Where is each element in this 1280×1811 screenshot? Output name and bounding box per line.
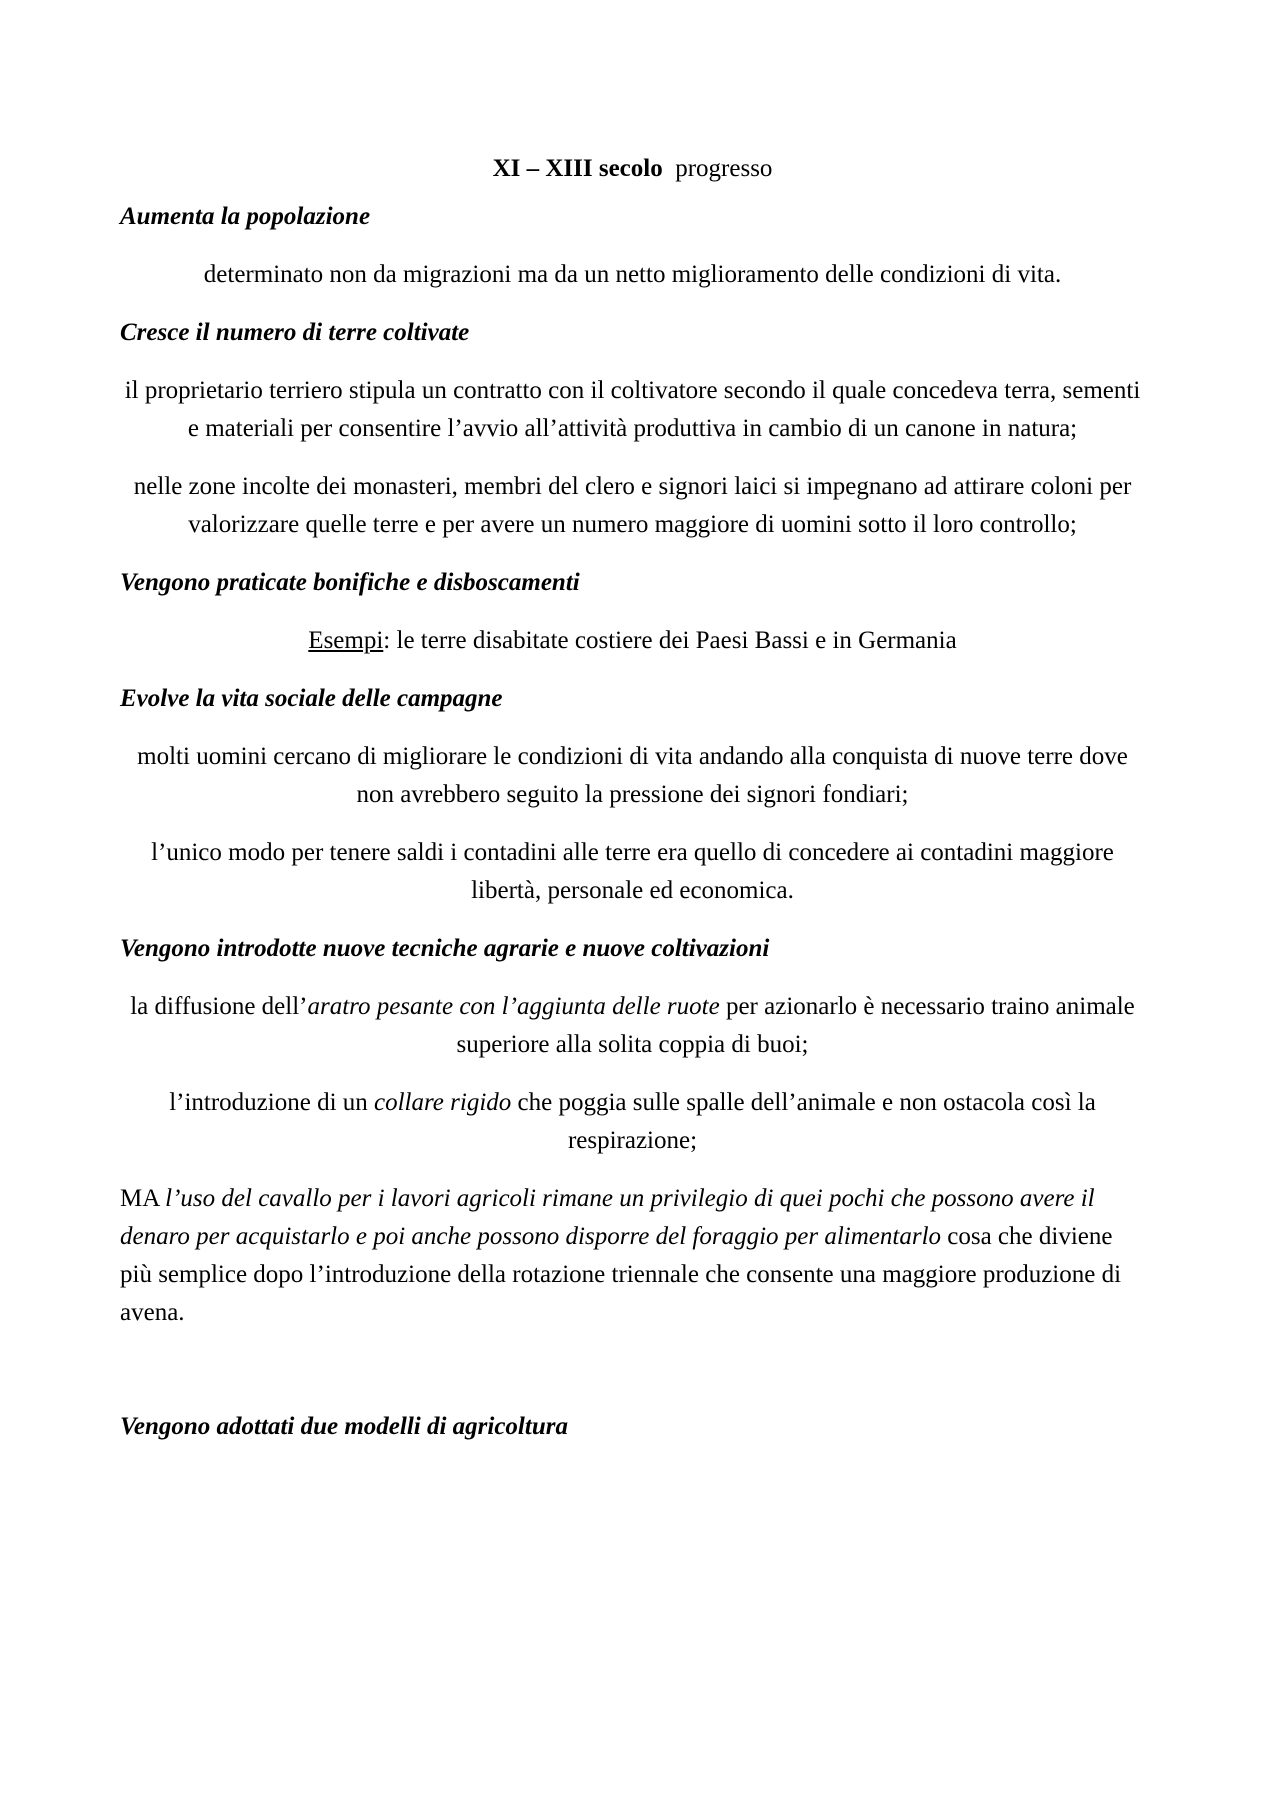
heading-popolazione: Aumenta la popolazione [120, 203, 371, 230]
collare-italic: collare rigido [374, 1089, 512, 1116]
paragraph-monasteri: nelle zone incolte dei monasteri, membri del clero e signori laici si impegnano ad attirare coloni per valorizzare quelle terre e per avere un numero maggiore di uomini sotto il loro controllo; [133, 473, 1132, 538]
spacer [120, 1352, 1145, 1408]
page-title [120, 150, 1145, 188]
collare-text-b: che poggia sulle spalle dell’animale e non ostacola così la respirazione; [511, 1089, 1096, 1154]
heading-tecniche-agrarie: Vengono introdotte nuove tecniche agrarie e nuove coltivazioni [120, 935, 770, 962]
cavallo-text-b: cosa che diviene più semplice dopo l’introduzione della rotazione triennale che consente una maggiore produzione di avena. [120, 1223, 1122, 1326]
collare-text-a: l’introduzione di un [169, 1089, 375, 1116]
paragraph-liberta: l’unico modo per tenere saldi i contadini alle terre era quello di concedere ai contadini maggiore libertà, personale ed economica. [151, 839, 1114, 904]
heading-bonifiche: Vengono praticate bonifiche e disboscamenti [120, 569, 580, 596]
example-text: : le terre disabitate costiere dei Paesi Bassi e in Germania [383, 627, 957, 654]
heading-vita-sociale: Evolve la vita sociale delle campagne [120, 685, 503, 712]
aratro-text-a: la diffusione dell’ [130, 993, 308, 1020]
heading-terre-coltivate: Cresce il numero di terre coltivate [120, 319, 470, 346]
title-bold: XI – XIII secolo [492, 155, 663, 182]
paragraph-nuove-terre: molti uomini cercano di migliorare le condizioni di vita andando alla conquista di nuove terre dove non avrebbero seguito la pressione dei signori fondiari; [137, 743, 1128, 808]
paragraph-contratto: il proprietario terriero stipula un contratto con il coltivatore secondo il quale concedeva terra, sementi e materiali per consentire l’avvio all’attività produttiva in cambio di un canone in natura; [124, 377, 1141, 442]
cavallo-text-a: MA [120, 1185, 166, 1212]
paragraph-aratro [120, 988, 1145, 1064]
example-label: Esempi [308, 627, 384, 654]
aratro-italic: aratro pesante con l’aggiunta delle ruote [307, 993, 720, 1020]
heading-modelli-agricoltura: Vengono adottati due modelli di agricoltura [120, 1413, 568, 1440]
cavallo-italic: l’uso del cavallo per i lavori agricoli rimane un privilegio di quei pochi che possono avere il denaro per acquistarlo e poi anche possono disporre del foraggio per alimentarlo [120, 1185, 1095, 1250]
title-rest: progresso [675, 155, 773, 182]
paragraph-popolazione: determinato non da migrazioni ma da un netto miglioramento delle condizioni di vita. [203, 261, 1062, 288]
paragraph-collare [120, 1084, 1145, 1160]
aratro-text-b: per azionarlo è necessario traino animale superiore alla solita coppia di buoi; [456, 993, 1135, 1058]
paragraph-cavallo [120, 1180, 1145, 1332]
paragraph-esempi [120, 622, 1145, 660]
